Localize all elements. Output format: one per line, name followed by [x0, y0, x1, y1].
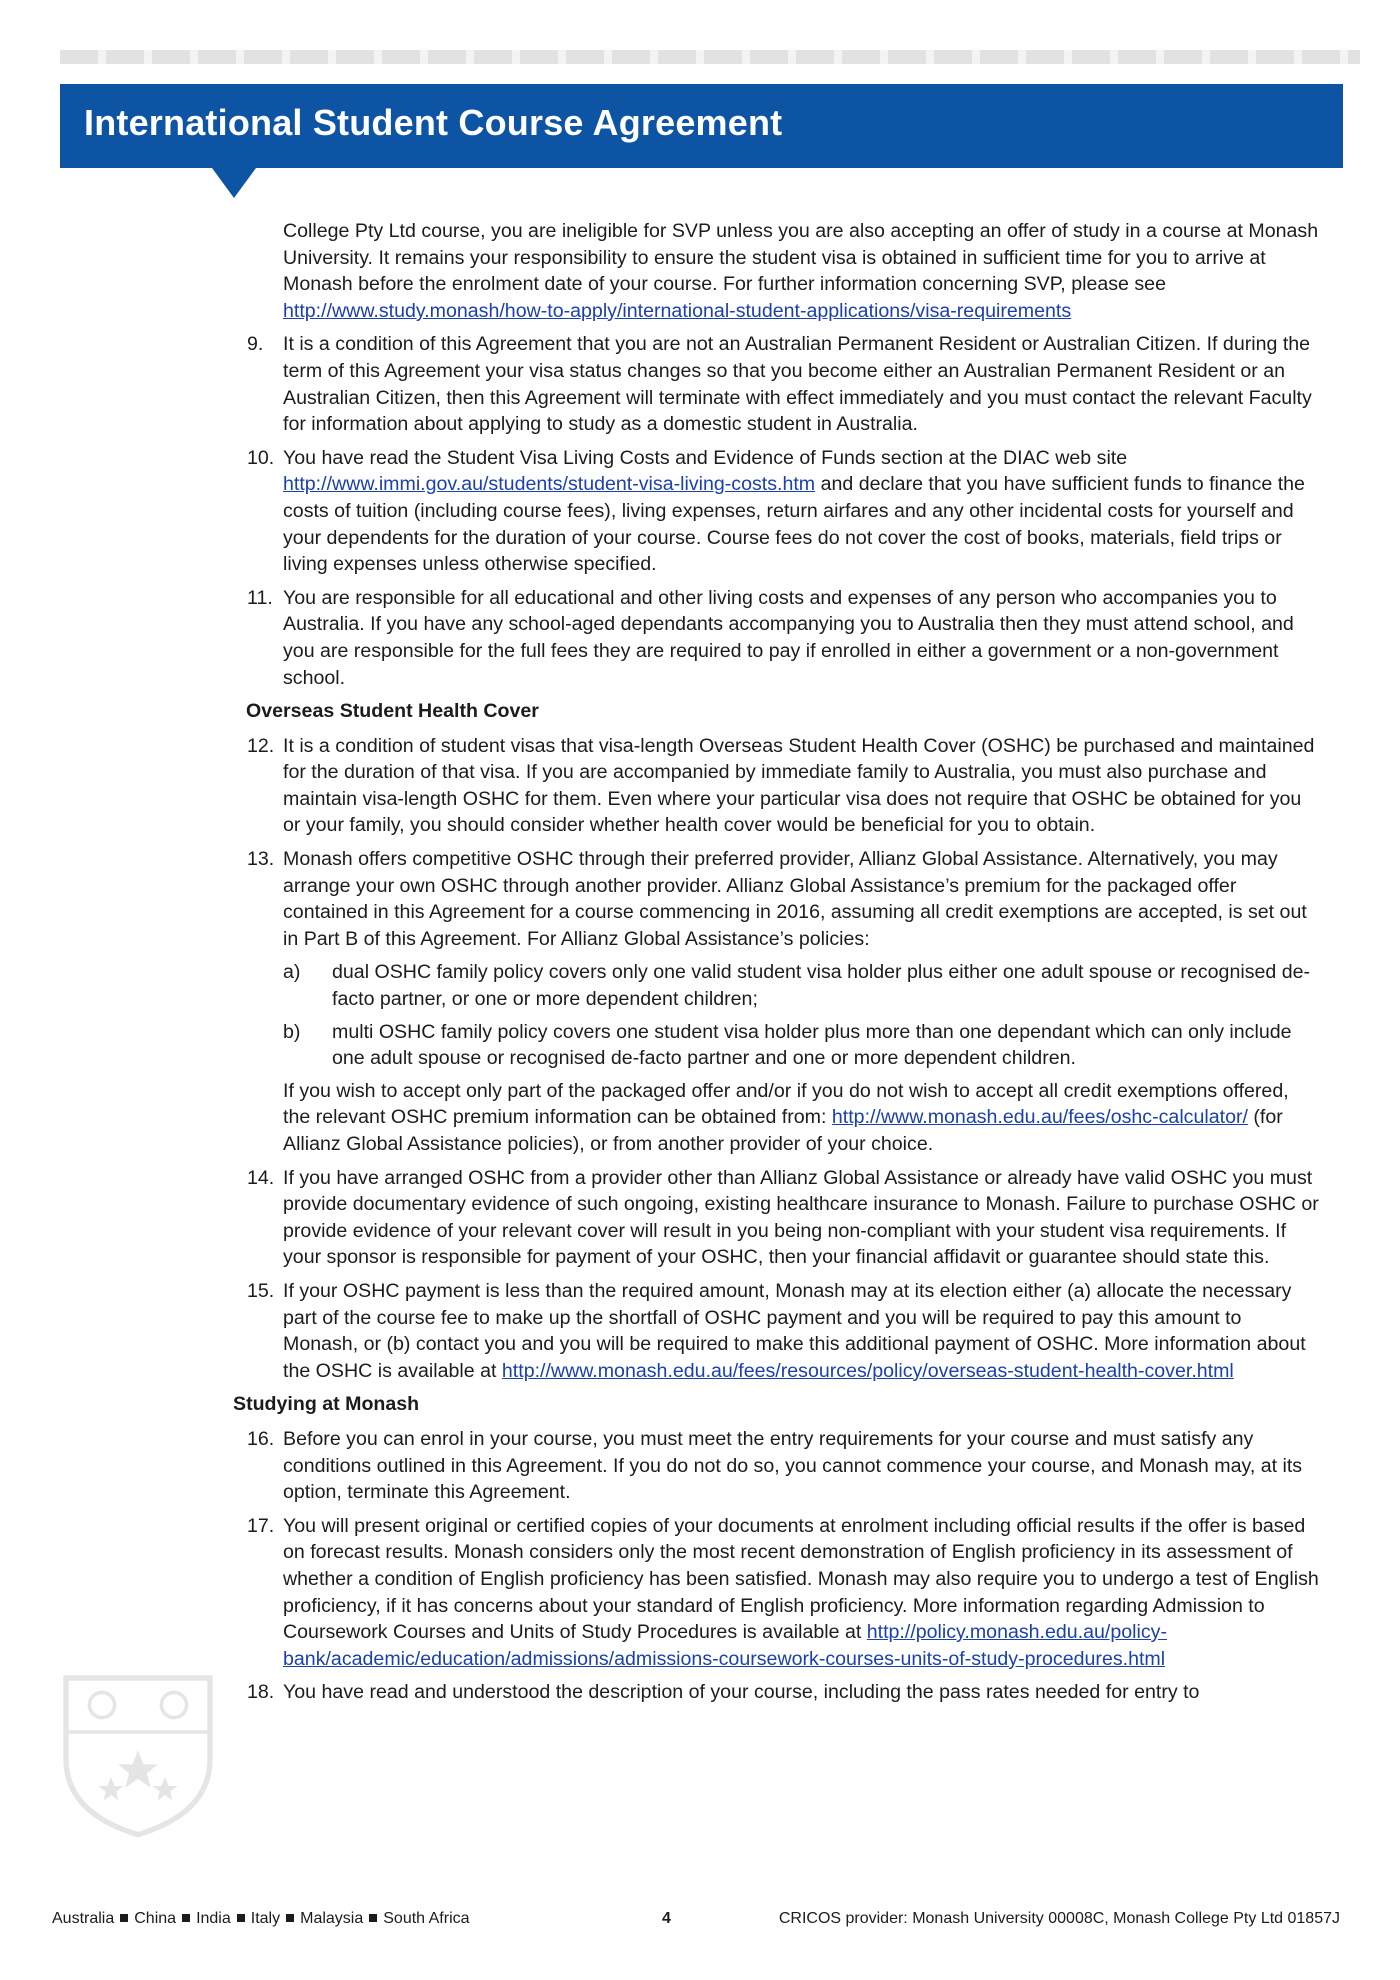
- section-heading-studying: Studying at Monash: [233, 1393, 420, 1416]
- clause-number: 13.: [247, 848, 275, 871]
- clause-18: [230, 1679, 1320, 1706]
- clause-text: It is a condition of this Agreement that you are not an Australian Permanent Resident or Australian Citizen. If during the term of this Agreement your visa status changes so that you become either an Australian Permanent Resident or an Australian Citizen, then this Agreement will terminate with effect immediately and you must contact the relevant Faculty for information about applying to study as a domestic student in Australia.: [283, 333, 1312, 436]
- clause-13-b: [230, 1019, 1320, 1072]
- clause-number: 18.: [247, 1681, 275, 1704]
- visa-requirements-link[interactable]: http://www.study.monash/how-to-apply/international-student-applications/visa-requirements: [283, 299, 1072, 322]
- clause-13-a: [230, 959, 1320, 1012]
- admissions-procedures-link[interactable]: http://policy.monash.edu.au/policy-bank/academic/education/admissions/admissions-coursework-courses-units-of-study-procedures.html: [283, 1621, 1167, 1670]
- clause-9: [230, 331, 1320, 437]
- country-label: China: [134, 1910, 177, 1927]
- clause-text-part: If you wish to accept only part of the packaged offer and/or if you do not wish to accept all credit exemptions offered, the relevant OSHC premium information can be obtained from:: [283, 1079, 1289, 1129]
- page-title: International Student Course Agreement: [84, 102, 783, 143]
- clause-number: 14.: [247, 1166, 275, 1189]
- clause-text-part: If your OSHC payment is less than the required amount, Monash may at its election either (a) allocate the necessary part of the course fee to make up the shortfall of OSHC payment and you will be required to pay this amount to Monash, or (b) contact you and you will be required to make this additional payment of OSHC. More information about the OSHC is available at: [283, 1279, 1306, 1382]
- intro-line: at Monash University. It remains your responsibility to ensure the student visa is obtained in sufficient time for: [283, 220, 1319, 269]
- clause-text: It is a condition of student visas that visa-length Overseas Student Health Cover (OSHC) be purchased and maintained for the duration of that visa. If you are accompanied by immediate family to Australia, you must also purchase and maintain visa-length OSHC for them. Even where your particular visa does not require that OSHC be obtained for you or your family, you should consider whether health cover would be beneficial for you to obtain.: [283, 734, 1315, 837]
- clause-text-part: You will present original or certified copies of your documents at enrolment including official results if the offer is based on forecast results. Monash considers only the most recent demonstration of English proficiency in its assessment of whether a condition of English proficiency has been satisfied. Monash may also require you to undergo a test of English proficiency, if it has concerns about your standard of English proficiency. More information regarding Admission to Coursework Courses and Units of Study Procedures is available at: [283, 1514, 1319, 1644]
- intro-line: you to arrive at Monash before the enrolment date of your course. For further information concerning SVP,: [283, 246, 1266, 296]
- intro-link-prefix: please see: [1071, 273, 1166, 296]
- clause-12: [230, 733, 1320, 839]
- banner-notch: [212, 168, 256, 198]
- title-banner: [60, 84, 1343, 168]
- clause-text: You are responsible for all educational and other living costs and expenses of any person who accompanies you to Australia. If you have any school-aged dependants accompanying you to Australia then they must attend school, and you are responsible for the full fees they are required to pay if enrolled in either a government or a non-government school.: [283, 586, 1294, 689]
- clause-17: [230, 1513, 1320, 1673]
- clause-number: 11.: [247, 586, 273, 609]
- clause-text: If you have arranged OSHC from a provider other than Allianz Global Assistance or already have valid OSHC you must provide documentary evidence of such ongoing, existing healthcare insurance to Monash. Failure to purchase OSHC or provide evidence of your relevant cover will result in you being non-compliant with your student visa requirements. If your sponsor is responsible for payment of your OSHC, then your financial affidavit or guarantee should state this.: [283, 1166, 1319, 1269]
- clause-text: You have read and understood the description of your course, including the pass rates needed for entry to: [283, 1681, 1200, 1704]
- country-label: Malaysia: [300, 1910, 364, 1927]
- clause-number: 12.: [247, 734, 275, 757]
- intro-continuation: [230, 218, 1320, 324]
- clause-text: [283, 1078, 1320, 1158]
- separator-square-icon: [237, 1914, 245, 1922]
- clause-text: [283, 1278, 1320, 1384]
- clause-text: [283, 1513, 1320, 1673]
- clause-number: 10.: [247, 446, 275, 469]
- sub-clause-letter: b): [283, 1020, 301, 1043]
- university-crest-watermark: [48, 1660, 228, 1840]
- clause-13: [230, 846, 1320, 952]
- clause-14: [230, 1165, 1320, 1271]
- clause-text: Before you can enrol in your course, you must meet the entry requirements for your course and must satisfy any conditions outlined in this Agreement. If you do not do so, you cannot commence your course, and Monash may, at its option, terminate this Agreement.: [283, 1427, 1303, 1504]
- clause-text-part: You have read the Student Visa Living Costs and Evidence of Funds section at the DIAC web site: [283, 446, 1128, 469]
- clause-text-part: (for Allianz Global Assistance policies), or from another provider of your choice.: [283, 1106, 1283, 1155]
- cricos-provider-text: CRICOS provider: Monash University 00008C, Monash College Pty Ltd 01857J: [778, 1910, 1340, 1927]
- country-label: Italy: [250, 1910, 281, 1927]
- sub-clause-text: multi OSHC family policy covers one student visa holder plus more than one dependant which can only include one adult spouse or recognised de-facto partner and one or more dependent children.: [332, 1020, 1292, 1070]
- sub-clause-text: dual OSHC family policy covers only one valid student visa holder plus either one adult spouse or recognised de-facto partner, or one or more dependent children;: [332, 961, 1311, 1011]
- clause-16: [230, 1426, 1320, 1506]
- country-label: South Africa: [383, 1910, 470, 1927]
- page-number: 4: [662, 1910, 671, 1927]
- separator-square-icon: [286, 1914, 294, 1922]
- document-body: [230, 218, 1320, 1713]
- clause-number: 17.: [247, 1514, 275, 1537]
- sub-clause-letter: a): [283, 961, 301, 984]
- living-costs-link[interactable]: http://www.immi.gov.au/students/student-visa-living-costs.htm: [283, 473, 816, 496]
- intro-line: College Pty Ltd course, you are ineligible for SVP unless you are also accepting an offer of study in a course: [283, 220, 1222, 242]
- clause-number: 9.: [247, 333, 264, 356]
- blurred-header-strip: [60, 50, 1360, 64]
- oshc-calculator-link[interactable]: http://www.monash.edu.au/fees/oshc-calculator/: [831, 1106, 1248, 1129]
- separator-square-icon: [182, 1914, 190, 1922]
- campus-country-list: [52, 1910, 470, 1928]
- separator-square-icon: [120, 1914, 128, 1922]
- clause-text: Monash offers competitive OSHC through their preferred provider, Allianz Global Assistance. Alternatively, you may arrange your own OSHC through another provider. Allianz Global Assistance’s premium for the packaged offer contained in this Agreement for a course commencing in 2016, assuming all credit exemptions are accepted, is set out in Part B of this Agreement. For Allianz Global Assistance’s policies:: [283, 848, 1307, 950]
- clause-11: [230, 585, 1320, 691]
- clause-15: [230, 1278, 1320, 1384]
- clause-10: [230, 445, 1320, 578]
- page-footer: [52, 1910, 1340, 1934]
- clause-text: [283, 445, 1320, 578]
- country-label: India: [196, 1910, 231, 1927]
- clause-number: 15.: [247, 1279, 275, 1302]
- country-label: Australia: [52, 1910, 115, 1927]
- section-heading-oshc: Overseas Student Health Cover: [246, 700, 539, 723]
- clause-text-part: and declare that you have sufficient funds to finance the costs of tuition (including course fees), living expenses, return airfares and any other incidental costs for yourself and your dependents for the duration of your course. Course fees do not cover the cost of books, materials, field trips or living expenses unless otherwise specified.: [283, 473, 1305, 576]
- oshc-policy-link[interactable]: http://www.monash.edu.au/fees/resources/policy/overseas-student-health-cover.html: [501, 1359, 1234, 1382]
- clause-number: 16.: [247, 1427, 275, 1450]
- separator-square-icon: [369, 1914, 377, 1922]
- clause-13-continuation: [230, 1078, 1320, 1158]
